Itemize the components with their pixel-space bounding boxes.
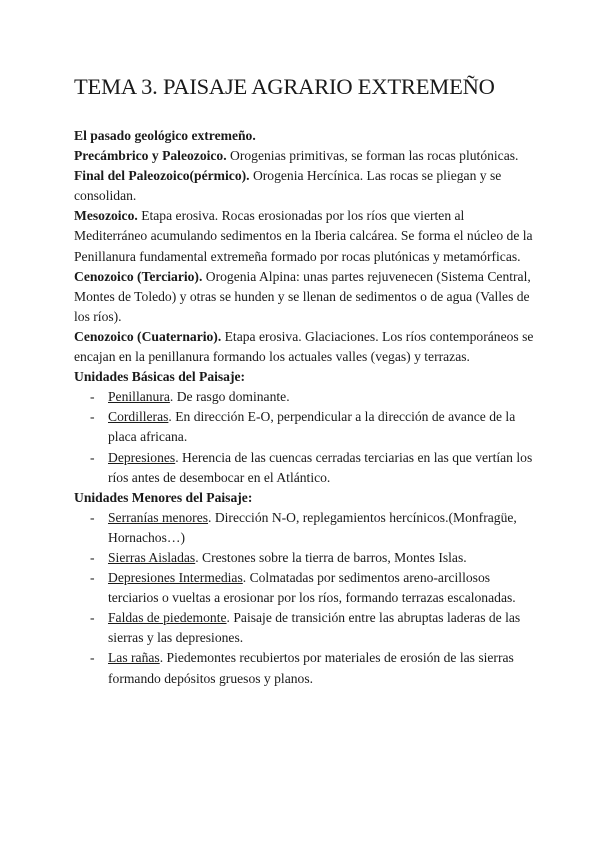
geology-entry (74, 327, 534, 367)
geology-entry (74, 166, 534, 206)
dash-bullet: - (90, 610, 95, 626)
geology-entry-label: Final del Paleozoico(pérmico). (74, 168, 250, 184)
list-item-text: . Paisaje de transición entre las abruptas laderas de las sierras y las depresiones. (108, 610, 521, 646)
geology-entry-text: Orogenia Hercínica. Las rocas se pliegan y se consolidan. (74, 168, 502, 204)
basic-units-list (74, 387, 534, 487)
section-heading-geology (74, 126, 534, 146)
section-heading-text: Unidades Básicas del Paisaje: (74, 369, 246, 385)
geology-entry-text: Etapa erosiva. Rocas erosionadas por los ríos que vierten al Mediterráneo acumulando sedimentos en la Iberia calcárea. Se forma el núcleo de la Penillanura fundamental extremeña formado por rocas plutónicas y metamórficas. (74, 208, 533, 264)
geology-entries (74, 146, 534, 367)
section-heading-basic-units (74, 367, 534, 387)
list-item (74, 387, 534, 407)
dash-bullet: - (90, 509, 95, 525)
list-item-text: . Herencia de las cuencas cerradas terciarias en las que vertían los ríos antes de desembocar en el Atlántico. (108, 449, 533, 485)
list-item-text: . Crestones sobre la tierra de barros, Montes Islas. (195, 549, 467, 565)
dash-bullet: - (90, 409, 95, 425)
list-item (74, 608, 534, 648)
list-item-term: Las rañas (108, 650, 160, 666)
geology-entry-label: Cenozoico (Terciario). (74, 268, 203, 284)
geology-entry-text: Etapa erosiva. Glaciaciones. Los ríos contemporáneos se encajan en la penillanura formando los actuales valles (vegas) y terrazas. (74, 328, 534, 365)
geology-entry (74, 146, 534, 166)
dash-bullet: - (90, 449, 95, 465)
list-item (74, 407, 534, 447)
geology-entry (74, 267, 534, 327)
list-item (74, 548, 534, 568)
list-item-term: Serranías menores (108, 509, 209, 525)
document-body (74, 126, 534, 689)
list-item-term: Penillanura (108, 389, 170, 405)
section-heading-text: Unidades Menores del Paisaje: (74, 489, 253, 505)
minor-units-list (74, 508, 534, 689)
geology-entry-text: Orogenia Alpina: unas partes rejuvenecen (Sistema Central, Montes de Toledo) y otras se hunden y se llenan de sedimentos o de agua (Valles de los ríos). (74, 268, 531, 324)
dash-bullet: - (90, 549, 95, 565)
list-item-term: Cordilleras (108, 409, 169, 425)
list-item-term: Faldas de piedemonte (108, 610, 227, 626)
list-item-text: . De rasgo dominante. (169, 389, 290, 405)
list-item (74, 648, 534, 688)
dash-bullet: - (90, 570, 95, 586)
list-item-text: . Piedemontes recubiertos por materiales de erosión de las sierras formando depósitos gruesos y planos. (108, 650, 514, 686)
list-item (74, 508, 534, 548)
list-item (74, 448, 534, 488)
list-item (74, 568, 534, 608)
list-item-term: Sierras Aisladas (108, 549, 196, 565)
section-heading-text: El pasado geológico extremeño. (74, 128, 256, 143)
list-item-term: Depresiones Intermedias (108, 570, 243, 586)
list-item-text: . Colmatadas por sedimentos areno-arcillosos terciarios o vueltas a erosionar por los ríos, formando terrazas escalonadas. (108, 570, 516, 606)
dash-bullet: - (90, 650, 95, 666)
page-title: TEMA 3. PAISAJE AGRARIO EXTREMEÑO (74, 74, 495, 99)
list-item-text: . Dirección N-O, replegamientos hercínicos.(Monfragüe, Hornachos…) (108, 509, 517, 545)
list-item-text: . En dirección E-O, perpendicular a la dirección de avance de la placa africana. (108, 409, 516, 445)
section-heading-minor-units (74, 488, 534, 508)
geology-entry-text: Orogenias primitivas, se forman las rocas plutónicas. (226, 148, 519, 164)
geology-entry (74, 206, 534, 266)
dash-bullet: - (90, 389, 95, 405)
list-item-term: Depresiones (108, 449, 176, 465)
geology-entry-label: Precámbrico y Paleozoico. (74, 148, 227, 164)
geology-entry-label: Mesozoico. (74, 208, 138, 224)
geology-entry-label: Cenozoico (Cuaternario). (74, 328, 222, 344)
